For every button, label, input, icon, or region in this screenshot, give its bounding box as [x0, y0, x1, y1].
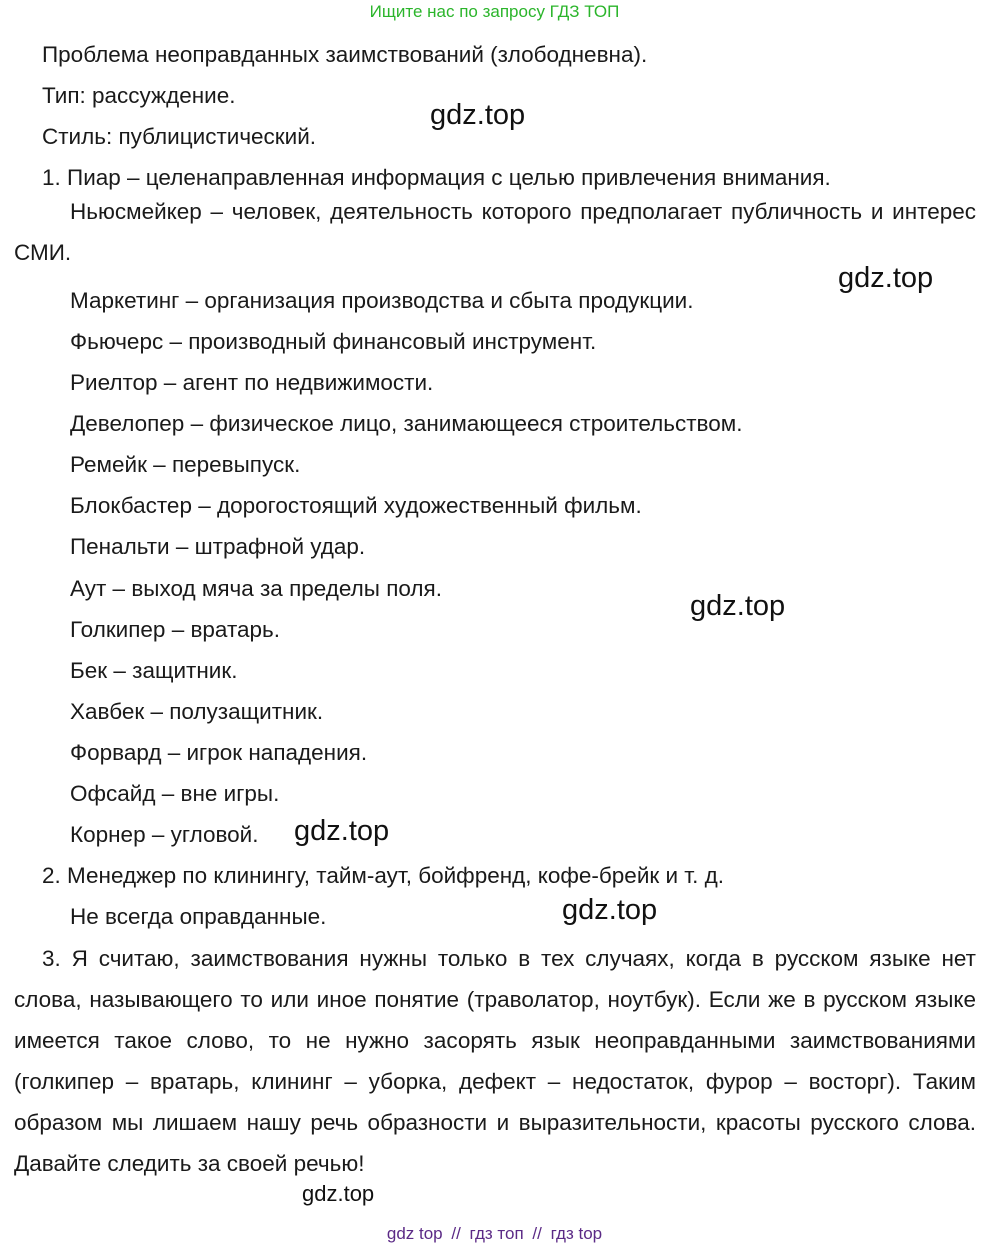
term-item: Корнер – угловой.	[70, 822, 259, 847]
term-item: Форвард – игрок нападения.	[70, 740, 368, 765]
footer-link-gdz-top-mixed[interactable]: гдз top	[550, 1224, 603, 1243]
problem-line: Проблема неоправданных заимствований (злободневна).	[42, 42, 648, 67]
term-item: Маркетинг – организация производства и сбыта продукции.	[70, 288, 694, 313]
watermark: gdz.top	[838, 262, 934, 294]
footer-separator: //	[451, 1224, 461, 1243]
term-item: Пенальти – штрафной удар.	[70, 534, 366, 559]
watermark: gdz.top	[294, 815, 390, 847]
item-2-note: Не всегда оправданные.	[70, 904, 327, 929]
term-item: Девелопер – физическое лицо, занимающееся строительством.	[70, 411, 743, 436]
conclusion-paragraph	[14, 938, 976, 1184]
footer-link-gdz-top[interactable]: gdz top	[386, 1224, 443, 1243]
term-item: Бек – защитник.	[70, 658, 238, 683]
item-1-intro: 1. Пиар – целенаправленная информация с целью привлечения внимания.	[42, 165, 831, 190]
style-line: Стиль: публицистический.	[42, 124, 317, 149]
watermark: gdz.top	[302, 1181, 375, 1206]
search-banner[interactable]: Ищите нас по запросу ГДЗ ТОП	[369, 2, 620, 21]
newsmaker-text: Ньюсмейкер – человек, деятельность которого предполагает публичность и интерес СМИ.	[14, 199, 976, 265]
term-item: Ремейк – перевыпуск.	[70, 452, 301, 477]
term-item: Риелтор – агент по недвижимости.	[70, 370, 434, 395]
footer-links	[0, 1224, 989, 1244]
term-item: Блокбастер – дорогостоящий художественный фильм.	[70, 493, 642, 518]
footer-separator: //	[532, 1224, 542, 1243]
footer-link-gdz-top-ru[interactable]: гдз топ	[469, 1224, 524, 1243]
item-2-examples: 2. Менеджер по клинингу, тайм-аут, бойфренд, кофе-брейк и т. д.	[42, 863, 724, 888]
type-line: Тип: рассуждение.	[42, 83, 236, 108]
conclusion-text: 3. Я считаю, заимствования нужны только в тех случаях, когда в русском языке нет слова, называющего то или иное понятие (траволатор, ноутбук). Если же в русском языке имеется такое слово, то не нужно засорять язык неоправданными заимствованиями (голкипер – вратарь, клининг – уборка, дефект – недостаток, фурор – восторг). Таким образом мы лишаем нашу речь образности и выразительности, красоты русского слова. Давайте следить за своей речью!	[14, 946, 976, 1176]
watermark: gdz.top	[562, 894, 658, 926]
watermark: gdz.top	[690, 590, 786, 622]
term-item: Фьючерс – производный финансовый инструмент.	[70, 329, 597, 354]
term-item: Голкипер – вратарь.	[70, 617, 281, 642]
watermark: gdz.top	[430, 99, 526, 131]
term-item: Аут – выход мяча за пределы поля.	[70, 576, 442, 601]
term-item: Хавбек – полузащитник.	[70, 699, 324, 724]
newsmaker-paragraph	[14, 191, 976, 273]
term-item: Офсайд – вне игры.	[70, 781, 280, 806]
